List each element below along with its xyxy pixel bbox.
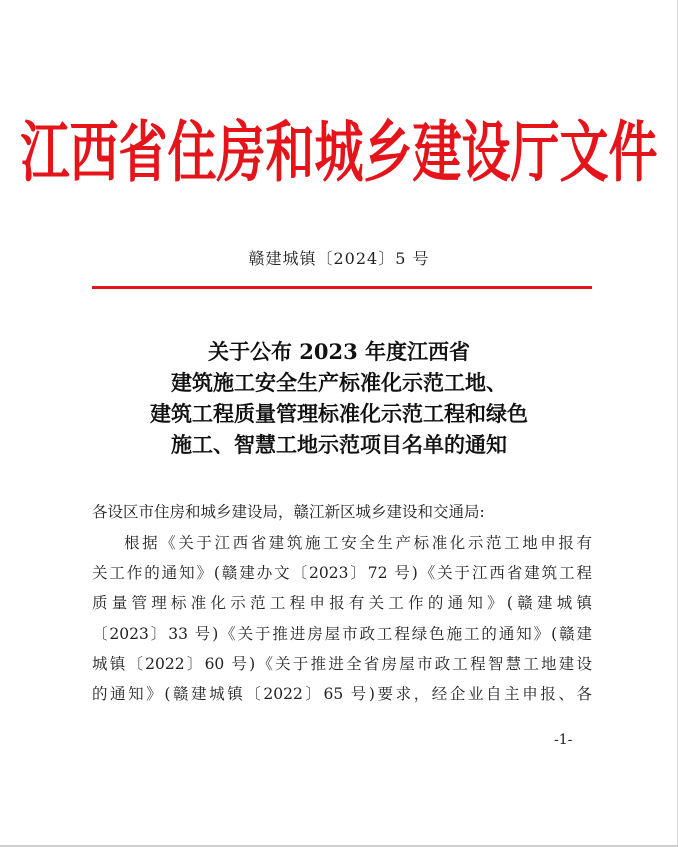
notice-title-line: 建筑施工安全生产标准化示范工地、 (171, 370, 507, 395)
notice-title (0, 336, 678, 460)
document-number: 赣建城镇〔2024〕5 号 (248, 249, 430, 268)
paragraph-line: 〔2023〕33 号)《关于推进房屋市政工程绿色施工的通知》(赣建 (92, 624, 592, 643)
paragraph-line: 的通知》(赣建城镇〔2022〕65 号)要求，经企业自主申报、各 (92, 685, 592, 704)
paragraph-line: 质量管理标准化示范工程申报有关工作的通知》(赣建城镇 (92, 594, 592, 613)
paragraph-line: 城镇〔2022〕60 号)《关于推进全省房屋市政工程智慧工地建设 (92, 654, 592, 673)
notice-title-line: 建筑工程质量管理标准化示范工程和绿色 (150, 401, 528, 426)
notice-title-line: 施工、智慧工地示范项目名单的通知 (171, 432, 507, 457)
paragraph-line: 关工作的通知》(赣建办文〔2023〕72 号)《关于江西省建筑工程 (92, 564, 592, 583)
page-number: -1- (554, 732, 573, 748)
paragraph-line: 根据《关于江西省建筑施工安全生产标准化示范工地申报有 (124, 534, 592, 552)
body-paragraph (92, 528, 592, 709)
salutation: 各设区市住房和城乡建设局，赣江新区城乡建设和交通局: (92, 503, 485, 521)
agency-header-title: 江西省住房和城乡建设厅文件 (20, 112, 658, 192)
notice-title-line: 关于公布 2023 年度江西省 (207, 339, 471, 364)
red-divider-line (92, 286, 592, 289)
